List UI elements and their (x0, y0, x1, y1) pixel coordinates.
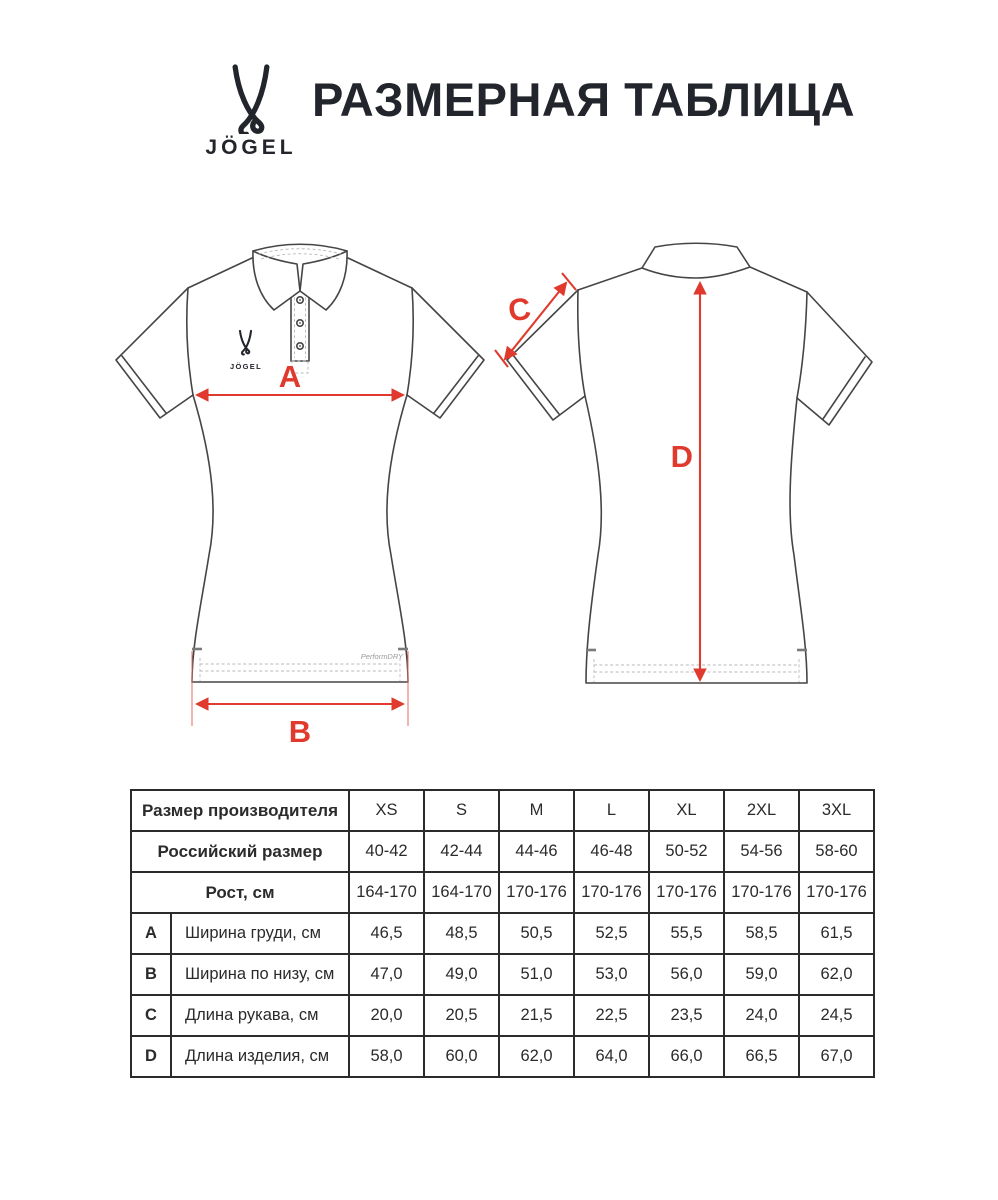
measure-letter: C (131, 995, 171, 1036)
size-cell: 46-48 (574, 831, 649, 872)
size-cell: 170-176 (499, 872, 574, 913)
measure-letter: B (131, 954, 171, 995)
garment-diagram (0, 220, 998, 765)
size-cell: S (424, 790, 499, 831)
measure-label: Ширина груди, см (171, 913, 349, 954)
size-cell: 170-176 (574, 872, 649, 913)
size-cell: 2XL (724, 790, 799, 831)
size-cell: 3XL (799, 790, 874, 831)
size-cell: 54-56 (724, 831, 799, 872)
dimension-a-arrow (197, 359, 403, 395)
value-cell: 22,5 (574, 995, 649, 1036)
size-cell: XL (649, 790, 724, 831)
value-cell: 53,0 (574, 954, 649, 995)
table-row-item-length (131, 1036, 874, 1077)
value-cell: 62,0 (799, 954, 874, 995)
value-cell: 49,0 (424, 954, 499, 995)
value-cell: 51,0 (499, 954, 574, 995)
size-cell: 40-42 (349, 831, 424, 872)
brand-name: JÖGEL (205, 136, 297, 159)
measure-label: Длина рукава, см (171, 995, 349, 1036)
row-header: Российский размер (131, 831, 349, 872)
chest-logo-icon (240, 331, 251, 355)
value-cell: 55,5 (649, 913, 724, 954)
dimension-c-label: C (506, 290, 534, 329)
size-cell: M (499, 790, 574, 831)
size-cell: 50-52 (649, 831, 724, 872)
value-cell: 46,5 (349, 913, 424, 954)
size-cell: 164-170 (349, 872, 424, 913)
value-cell: 66,0 (649, 1036, 724, 1077)
value-cell: 50,5 (499, 913, 574, 954)
value-cell: 66,5 (724, 1036, 799, 1077)
value-cell: 47,0 (349, 954, 424, 995)
measure-label: Ширина по низу, см (171, 954, 349, 995)
value-cell: 67,0 (799, 1036, 874, 1077)
table-row-manufacturer-size (131, 790, 874, 831)
measure-letter: D (131, 1036, 171, 1077)
fabric-label: PerformDRY (360, 652, 403, 661)
measure-label: Длина изделия, см (171, 1036, 349, 1077)
size-cell: L (574, 790, 649, 831)
value-cell: 56,0 (649, 954, 724, 995)
value-cell: 20,0 (349, 995, 424, 1036)
size-table (130, 789, 875, 1078)
size-cell: 170-176 (799, 872, 874, 913)
size-cell: 58-60 (799, 831, 874, 872)
value-cell: 64,0 (574, 1036, 649, 1077)
value-cell: 52,5 (574, 913, 649, 954)
chest-logo-text: JÖGEL (230, 362, 262, 371)
value-cell: 24,0 (724, 995, 799, 1036)
size-cell: 164-170 (424, 872, 499, 913)
value-cell: 58,0 (349, 1036, 424, 1077)
size-cell: 170-176 (649, 872, 724, 913)
value-cell: 20,5 (424, 995, 499, 1036)
value-cell: 58,5 (724, 913, 799, 954)
value-cell: 21,5 (499, 995, 574, 1036)
value-cell: 59,0 (724, 954, 799, 995)
value-cell: 62,0 (499, 1036, 574, 1077)
value-cell: 24,5 (799, 995, 874, 1036)
table-row-height (131, 872, 874, 913)
dimension-b-label: B (288, 714, 312, 749)
polo-front-view (116, 244, 484, 682)
dimension-d-label: D (670, 439, 693, 474)
table-row-sleeve-length (131, 995, 874, 1036)
table-row-russian-size (131, 831, 874, 872)
dimension-a-label: A (278, 359, 302, 394)
row-header: Рост, см (131, 872, 349, 913)
size-cell: 44-46 (499, 831, 574, 872)
brand-logo-icon (218, 64, 284, 134)
brand-logo (196, 64, 306, 160)
size-cell: XS (349, 790, 424, 831)
row-header: Размер производителя (131, 790, 349, 831)
table-row-bottom-width (131, 954, 874, 995)
value-cell: 23,5 (649, 995, 724, 1036)
table-row-chest-width (131, 913, 874, 954)
size-cell: 170-176 (724, 872, 799, 913)
size-cell: 42-44 (424, 831, 499, 872)
value-cell: 61,5 (799, 913, 874, 954)
page-title: РАЗМЕРНАЯ ТАБЛИЦА (312, 73, 856, 126)
value-cell: 48,5 (424, 913, 499, 954)
value-cell: 60,0 (424, 1036, 499, 1077)
measure-letter: A (131, 913, 171, 954)
